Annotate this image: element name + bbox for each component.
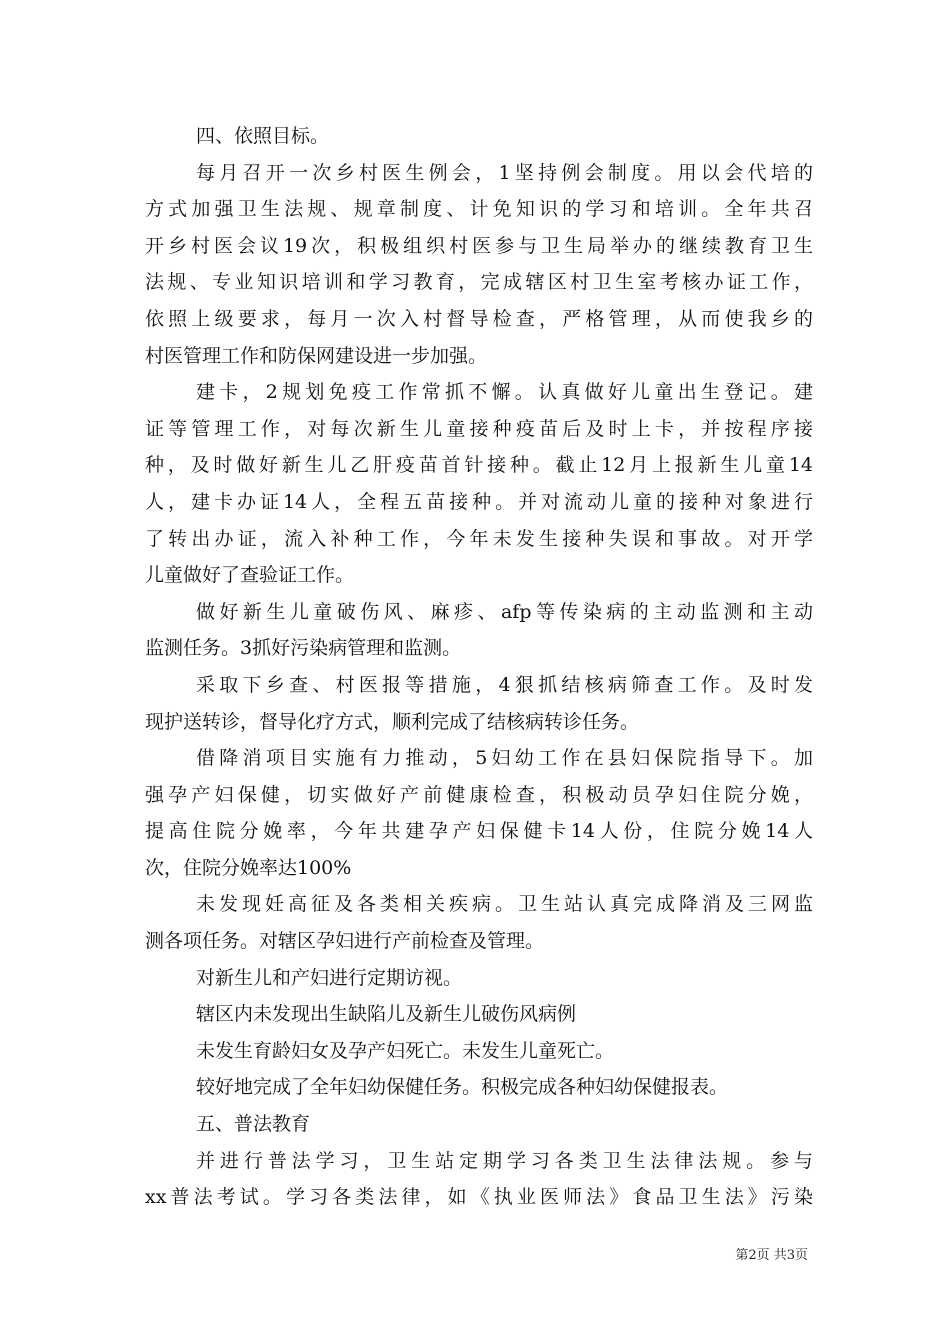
paragraph-line: 对新生儿和产妇进行定期访视。 — [196, 966, 463, 989]
paragraph-line: 建卡，2规划免疫工作常抓不懈。认真做好儿童出生登记。建 — [196, 381, 813, 404]
paragraph-line: 儿童做好了查验证工作。 — [145, 564, 355, 587]
paragraph-line: 证等管理工作，对每次新生儿童接种疫苗后及时上卡，并按程序接 — [145, 417, 813, 440]
paragraph-line: 采取下乡查、村医报等措施，4狠抓结核病筛查工作。及时发 — [196, 673, 813, 696]
paragraph-line: 强孕产妇保健，切实做好产前健康检查，积极动员孕妇住院分娩， — [145, 783, 813, 806]
paragraph-line: 较好地完成了全年妇幼保健任务。积极完成各种妇幼保健报表。 — [196, 1076, 729, 1099]
paragraph-line: 借降消项目实施有力推动，5妇幼工作在县妇保院指导下。加 — [196, 747, 813, 770]
paragraph-line: 人，建卡办证14人，全程五苗接种。并对流动儿童的接种对象进行 — [145, 490, 813, 513]
paragraph-line: 现护送转诊，督导化疗方式，顺利完成了结核病转诊任务。 — [145, 710, 640, 733]
paragraph-line: 法规、专业知识培训和学习教育，完成辖区村卫生室考核办证工作， — [145, 271, 813, 294]
paragraph-line: 提高住院分娩率，今年共建孕产妇保健卡14人份，住院分娩14人 — [145, 820, 813, 843]
paragraph-line: 并进行普法学习，卫生站定期学习各类卫生法律法规。参与 — [196, 1149, 813, 1172]
section-heading: 四、依照目标。 — [196, 125, 330, 147]
paragraph-line: 每月召开一次乡村医生例会，1坚持例会制度。用以会代培的 — [196, 161, 813, 184]
paragraph-line: 监测任务。3抓好污染病管理和监测。 — [145, 637, 462, 660]
paragraph-line: 未发现妊高征及各类相关疾病。卫生站认真完成降消及三网监 — [196, 893, 813, 916]
document-body — [145, 118, 813, 1216]
paragraph-line: 次，住院分娩率达100% — [145, 856, 352, 879]
paragraph-line: 未发生育龄妇女及孕产妇死亡。未发生儿童死亡。 — [196, 1039, 615, 1062]
paragraph-line: 村医管理工作和防保网建设进一步加强。 — [145, 344, 488, 367]
page-number-footer: 第2页 共3页 — [735, 1248, 808, 1263]
paragraph-line: xx普法考试。学习各类法律，如《执业医师法》食品卫生法》污染 — [145, 1186, 813, 1209]
paragraph-line: 方式加强卫生法规、规章制度、计免知识的学习和培训。全年共召 — [145, 198, 813, 221]
paragraph-line: 种，及时做好新生儿乙肝疫苗首针接种。截止12月上报新生儿童14 — [145, 454, 813, 477]
paragraph-line: 测各项任务。对辖区孕妇进行产前检查及管理。 — [145, 930, 545, 953]
paragraph-line: 辖区内未发现出生缺陷儿及新生儿破伤风病例 — [196, 1003, 577, 1026]
section-heading: 五、普法教育 — [196, 1113, 311, 1136]
paragraph-line: 开乡村医会议19次，积极组织村医参与卫生局举办的继续教育卫生 — [145, 234, 813, 257]
paragraph-line: 依照上级要求，每月一次入村督导检查，严格管理，从而使我乡的 — [145, 307, 813, 330]
paragraph-line: 了转出办证，流入补种工作，今年未发生接种失误和事故。对开学 — [145, 527, 813, 550]
paragraph-line: 做好新生儿童破伤风、麻疹、afp等传染病的主动监测和主动 — [196, 600, 813, 623]
